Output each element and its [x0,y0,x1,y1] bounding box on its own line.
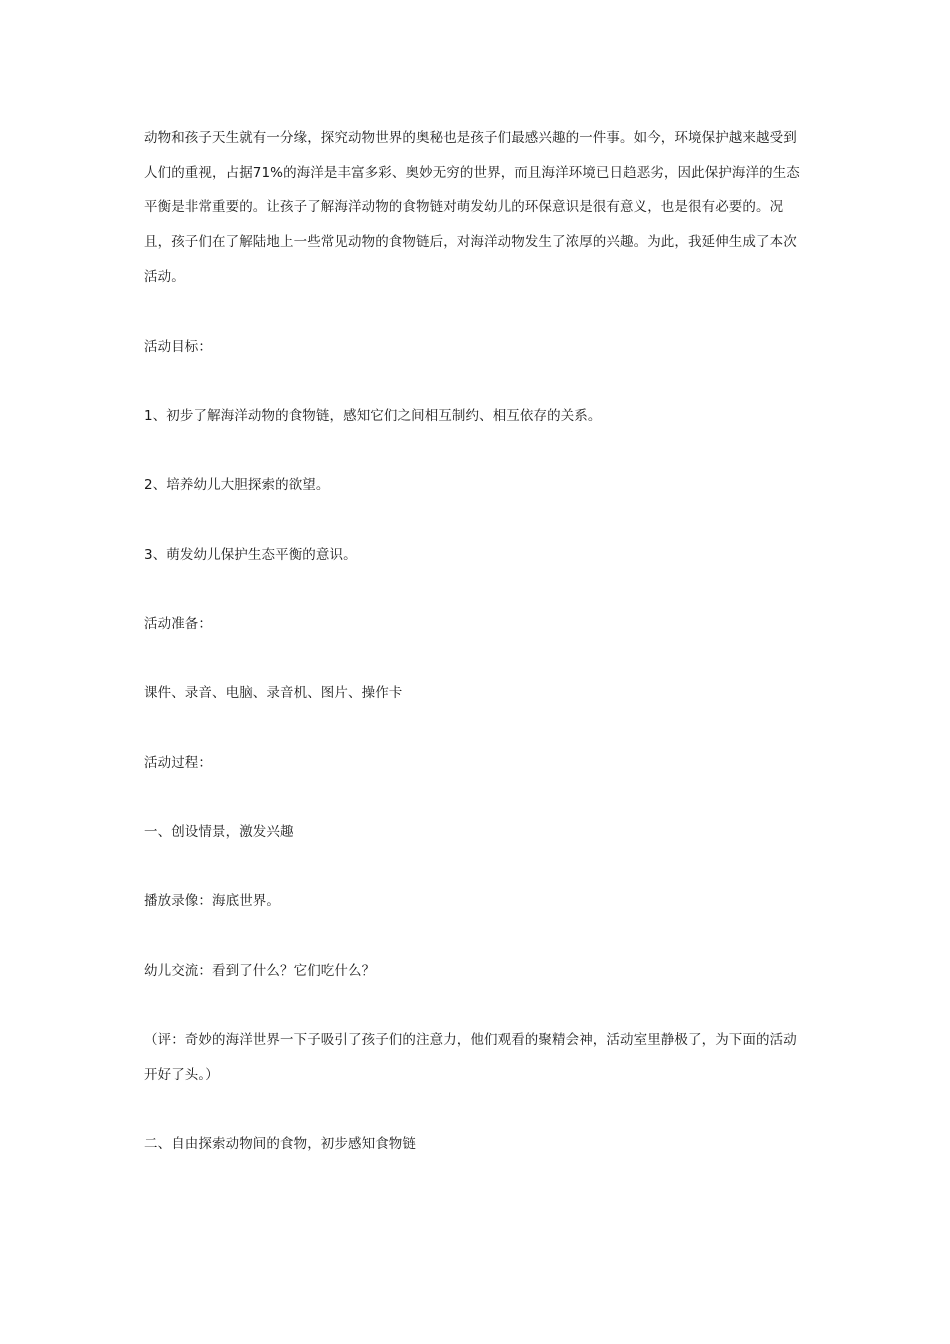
goal-item-1: 1、初步了解海洋动物的食物链，感知它们之间相互制约、相互依存的关系。 [144,408,602,424]
process-step-1-comment: （评：奇妙的海洋世界一下子吸引了孩子们的注意力，他们观看的聚精会神，活动室里静极了，为下面的活动开好了头。） [144,1032,797,1083]
goal-item-3: 3、萌发幼儿保护生态平衡的意识。 [144,547,357,563]
preparation-materials: 课件、录音、电脑、录音机、图片、操作卡 [144,685,403,701]
intro-paragraph: 动物和孩子天生就有一分缘，探究动物世界的奥秘也是孩子们最感兴趣的一件事。如今，环境保护越来越受到人们的重视，占据71%的海洋是丰富多彩、奥妙无穷的世界，而且海洋环境已日趋恶劣，因此保护海洋的生态平衡是非常重要的。让孩子了解海洋动物的食物链对萌发幼儿的环保意识是很有意义，也是很有必要的。况且，孩子们在了解陆地上一些常见动物的食物链后，对海洋动物发生了浓厚的兴趣。为此，我延伸生成了本次活动。 [144,130,800,285]
goal-item-2: 2、培养幼儿大胆探索的欲望。 [144,477,330,493]
process-step-1-video: 播放录像：海底世界。 [144,893,280,909]
section-heading-goals: 活动目标： [144,339,212,355]
process-step-1-discussion: 幼儿交流：看到了什么？它们吃什么？ [144,963,376,979]
process-step-1-heading: 一、创设情景，激发兴趣 [144,824,294,840]
process-step-2-heading: 二、自由探索动物间的食物，初步感知食物链 [144,1136,416,1152]
section-heading-preparation: 活动准备： [144,616,212,632]
section-heading-process: 活动过程： [144,755,212,771]
